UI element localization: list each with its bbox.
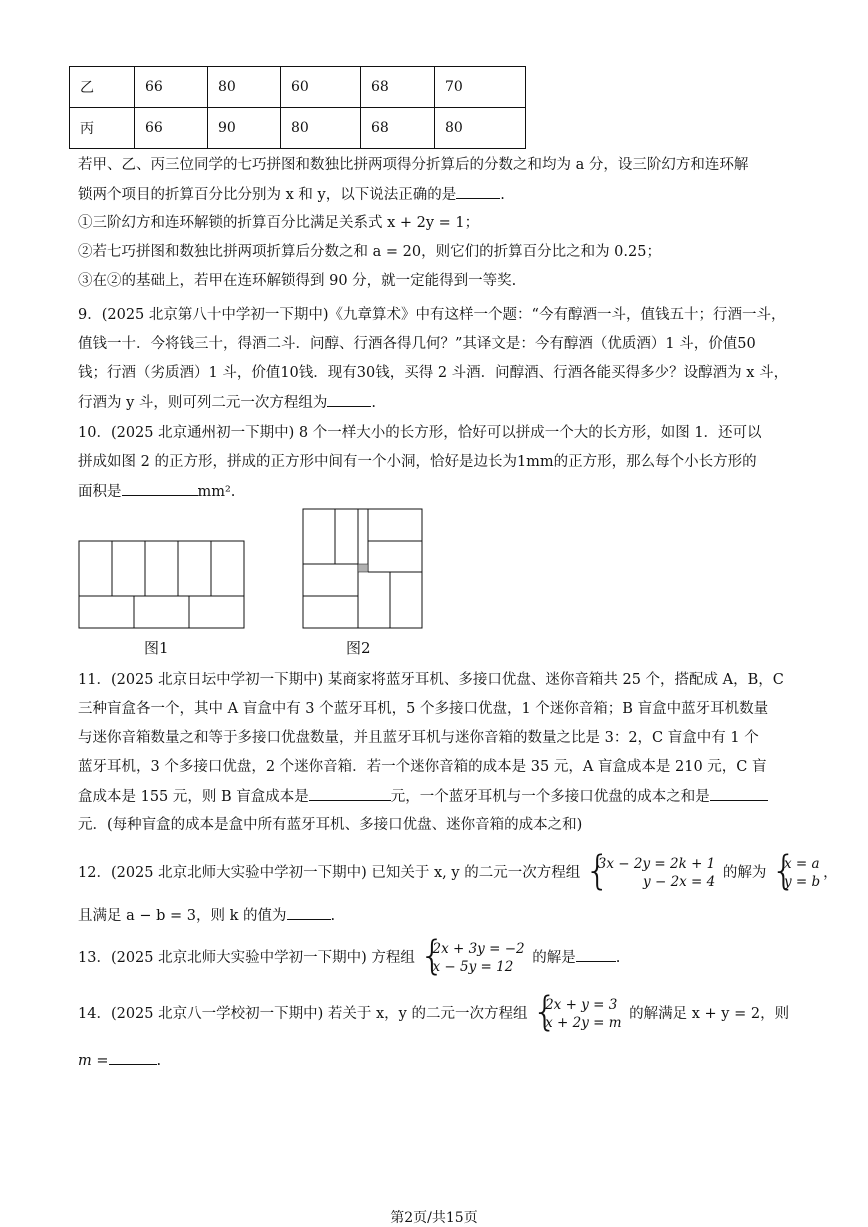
q11-line5: 盒成本是 155 元，则 B 盲盒成本是 元，一个蓝牙耳机与一个多接口优盘的成本之和是 — [78, 786, 768, 807]
q10-line3: 面积是 mm². — [78, 481, 235, 502]
q12-line2: 且满足 a − b = 3，则 k 的值为 . — [78, 905, 335, 926]
equation-system: { 3x − 2y = 2k + 1 y − 2x = 4 — [588, 855, 715, 891]
solution-system: { x = a y = b — [774, 855, 820, 891]
q8-statement-1: ①三阶幻方和连环解锁的折算百分比满足关系式 x + 2y = 1； — [78, 215, 480, 231]
table-row — [70, 108, 526, 149]
table-cell: 68 — [361, 108, 435, 149]
q11-line3: 与迷你音箱数量之和等于多接口优盘数量，并且蓝牙耳机与迷你音箱的数量之比是 3：2，C 盲盒中有 1 个 — [78, 730, 759, 746]
q14-line1: 14．(2025 北京八一学校初一下期中) 若关于 x，y 的二元一次方程组 { 2x + y = 3 x + 2y = m 的解满足 x + y = 2，则 — [78, 994, 789, 1034]
answer-blank[interactable] — [576, 947, 616, 962]
row-label: 丙 — [70, 108, 135, 149]
answer-blank[interactable] — [327, 392, 371, 407]
q9-line1: 9．(2025 北京第八十中学初一下期中)《九章算术》中有这样一个题：“今有醇酒一斗，值钱五十；行酒一斗， — [78, 307, 786, 323]
q8-line1: 若甲、乙、丙三位同学的七巧拼图和数独比拼两项得分折算后的分数之和均为 a 分，设三阶幻方和连环解 — [78, 157, 749, 173]
row-label: 乙 — [70, 67, 135, 108]
table-cell: 80 — [435, 108, 526, 149]
page-number: 第2页/共15页 — [390, 1210, 478, 1226]
q14-line2: m = . — [78, 1050, 161, 1071]
q11-line6: 元．(每种盲盒的成本是盒中所有蓝牙耳机、多接口优盘、迷你音箱的成本之和) — [78, 817, 583, 833]
table-cell: 68 — [361, 67, 435, 108]
answer-blank[interactable] — [309, 786, 391, 801]
center-hole — [358, 564, 368, 572]
q13-line: 13．(2025 北京北师大实验中学初一下期中) 方程组 { 2x + 3y = −2 x − 5y = 12 的解是 . — [78, 938, 620, 978]
answer-blank[interactable] — [710, 786, 768, 801]
q11-line4: 蓝牙耳机，3 个多接口优盘，2 个迷你音箱．若一个迷你音箱的成本是 35 元，A 盲盒成本是 210 元，C 盲 — [78, 759, 767, 775]
q8-statement-2: ②若七巧拼图和数独比拼两项折算后分数之和 a = 20，则它们的折算百分比之和为 0.25； — [78, 244, 661, 260]
figure-1-caption: 图1 — [144, 639, 169, 657]
table-cell: 70 — [435, 67, 526, 108]
equation-system: { 2x + 3y = −2 x − 5y = 12 — [423, 940, 525, 976]
q11-line1: 11．(2025 北京日坛中学初一下期中) 某商家将蓝牙耳机、多接口优盘、迷你音箱共 25 个，搭配成 A，B，C — [78, 672, 784, 688]
table-cell: 90 — [208, 108, 281, 149]
q9-line3: 钱；行酒（劣质酒）1 斗，价值10钱．现有30钱，买得 2 斗酒．问醇酒、行酒各能买得多少？设醇酒为 x 斗， — [78, 365, 789, 381]
figure-2-caption: 图2 — [346, 639, 371, 657]
answer-blank[interactable] — [122, 481, 198, 496]
table-cell: 60 — [281, 67, 361, 108]
score-table — [69, 66, 526, 149]
table-cell: 80 — [281, 108, 361, 149]
figure-1-rectangles — [78, 540, 246, 630]
answer-blank[interactable] — [109, 1050, 157, 1065]
q8-statement-3: ③在②的基础上，若甲在连环解锁得到 90 分，就一定能得到一等奖. — [78, 273, 517, 289]
q9-line4: 行酒为 y 斗，则可列二元一次方程组为 . — [78, 392, 376, 413]
q10-line1: 10．(2025 北京通州初一下期中) 8 个一样大小的长方形，恰好可以拼成一个大的长方形，如图 1．还可以 — [78, 425, 762, 441]
answer-blank[interactable] — [287, 905, 331, 920]
table-cell: 80 — [208, 67, 281, 108]
table-cell: 66 — [135, 67, 208, 108]
figure-2-square — [302, 508, 424, 630]
q12-line1: 12．(2025 北京北师大实验中学初一下期中) 已知关于 x, y 的二元一次方程组 { 3x − 2y = 2k + 1 y − 2x = 4 的解为 { x = a y = b ， — [78, 853, 838, 893]
table-cell: 66 — [135, 108, 208, 149]
q10-line2: 拼成如图 2 的正方形，拼成的正方形中间有一个小洞，恰好是边长为1mm的正方形，那么每个小长方形的 — [78, 454, 757, 470]
q11-line2: 三种盲盒各一个，其中 A 盲盒中有 3 个蓝牙耳机，5 个多接口优盘，1 个迷你音箱；B 盲盒中蓝牙耳机数量 — [78, 701, 769, 717]
equation-system: { 2x + y = 3 x + 2y = m — [535, 996, 621, 1032]
q9-line2: 值钱一十．今将钱三十，得酒二斗．问醇、行酒各得几何？”其译文是：今有醇酒（优质酒）1 斗，价值50 — [78, 336, 756, 352]
q8-line2: 锁两个项目的折算百分比分别为 x 和 y，以下说法正确的是 . — [78, 184, 505, 205]
answer-blank[interactable] — [456, 184, 500, 199]
table-row — [70, 67, 526, 108]
